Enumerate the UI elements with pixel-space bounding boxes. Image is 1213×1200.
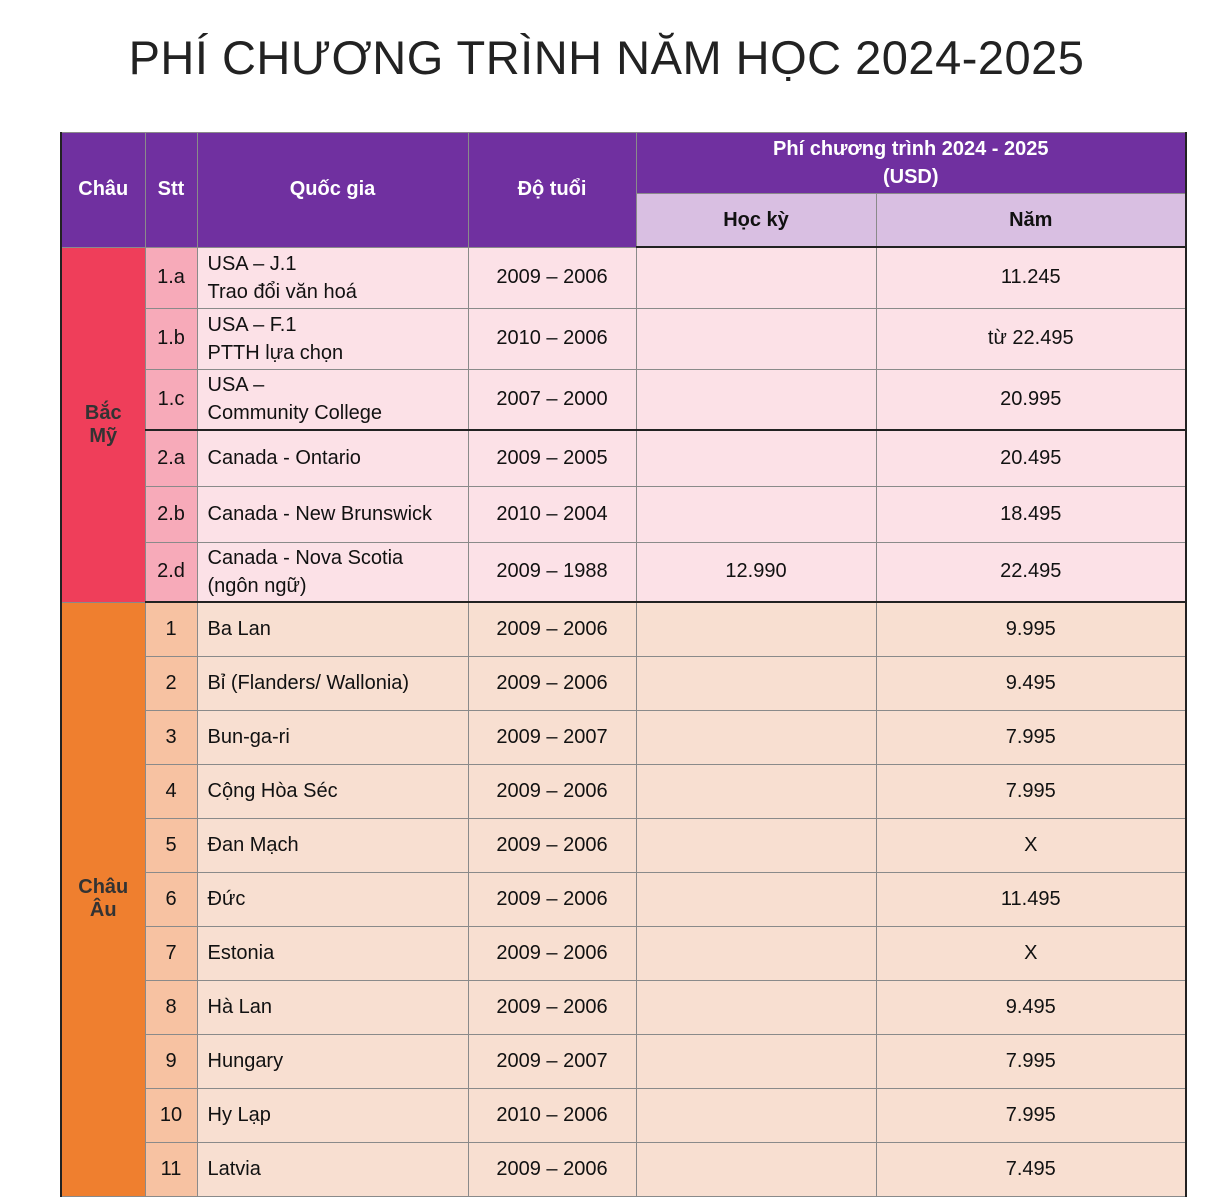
- header-stt: Stt: [145, 133, 197, 248]
- stt-cell: 11: [145, 1142, 197, 1196]
- age-cell: 2009 – 1988: [468, 542, 636, 602]
- header-country: Quốc gia: [197, 133, 468, 248]
- header-continent: Châu: [61, 133, 145, 248]
- age-cell: 2007 – 2000: [468, 369, 636, 430]
- country-line2: Trao đổi văn hoá: [207, 280, 357, 303]
- age-cell: 2009 – 2006: [468, 872, 636, 926]
- stt-cell: 5: [145, 818, 197, 872]
- table-row: [61, 1034, 1186, 1088]
- stt-cell: 8: [145, 980, 197, 1034]
- year-cell: 11.495: [876, 872, 1186, 926]
- semester-cell: [636, 872, 876, 926]
- country-line1: Bun-ga-ri: [207, 726, 290, 748]
- stt-cell: 2.d: [145, 542, 197, 602]
- country-cell: [197, 656, 468, 710]
- stt-cell: 2.b: [145, 486, 197, 542]
- country-line1: Cộng Hòa Séc: [207, 780, 338, 802]
- country-cell: [197, 542, 468, 602]
- header-semester: Học kỳ: [636, 194, 876, 248]
- year-cell: 7.995: [876, 1088, 1186, 1142]
- year-cell: 20.995: [876, 369, 1186, 430]
- country-line1: Đan Mạch: [207, 834, 299, 856]
- semester-cell: [636, 430, 876, 486]
- year-cell: X: [876, 926, 1186, 980]
- continent-cell: [61, 247, 145, 602]
- country-line1: Latvia: [207, 1158, 261, 1180]
- table-row: [61, 1142, 1186, 1196]
- country-line1: USA –: [207, 374, 265, 397]
- country-cell: [197, 710, 468, 764]
- year-cell: X: [876, 818, 1186, 872]
- semester-cell: [636, 1142, 876, 1196]
- header-year: Năm: [876, 194, 1186, 248]
- year-cell: 7.995: [876, 1034, 1186, 1088]
- semester-cell: [636, 1034, 876, 1088]
- year-cell: 20.495: [876, 430, 1186, 486]
- stt-cell: 3: [145, 710, 197, 764]
- year-cell: 7.495: [876, 1142, 1186, 1196]
- header-fee: [636, 133, 1186, 194]
- country-line1: Estonia: [207, 942, 275, 964]
- fee-table: [60, 132, 1187, 1197]
- age-cell: 2009 – 2006: [468, 1142, 636, 1196]
- semester-cell: [636, 247, 876, 308]
- country-cell: [197, 764, 468, 818]
- table-row: [61, 430, 1186, 486]
- semester-cell: [636, 980, 876, 1034]
- country-cell: [197, 369, 468, 430]
- table-row: [61, 656, 1186, 710]
- age-cell: 2009 – 2006: [468, 656, 636, 710]
- country-cell: [197, 247, 468, 308]
- semester-cell: [636, 656, 876, 710]
- stt-cell: 10: [145, 1088, 197, 1142]
- year-cell: 9.495: [876, 656, 1186, 710]
- year-cell: 22.495: [876, 542, 1186, 602]
- continent-line2: Âu: [89, 899, 117, 921]
- stt-cell: 6: [145, 872, 197, 926]
- table-row: [61, 542, 1186, 602]
- table-body: [61, 247, 1186, 1196]
- country-cell: [197, 1142, 468, 1196]
- stt-cell: 9: [145, 1034, 197, 1088]
- country-cell: [197, 486, 468, 542]
- header-fee-line2: (USD): [882, 166, 939, 188]
- table-row: [61, 926, 1186, 980]
- year-cell: 11.245: [876, 247, 1186, 308]
- age-cell: 2009 – 2006: [468, 764, 636, 818]
- table-row: [61, 247, 1186, 308]
- age-cell: 2009 – 2007: [468, 1034, 636, 1088]
- year-cell: 7.995: [876, 764, 1186, 818]
- stt-cell: 2.a: [145, 430, 197, 486]
- stt-cell: 2: [145, 656, 197, 710]
- country-line1: Đức: [207, 888, 246, 910]
- semester-cell: 12.990: [636, 542, 876, 602]
- country-line1: Ba Lan: [207, 618, 271, 641]
- country-cell: [197, 1034, 468, 1088]
- table-row: [61, 710, 1186, 764]
- year-cell: 7.995: [876, 710, 1186, 764]
- country-line1: Canada - Ontario: [207, 447, 361, 470]
- continent-line2: Mỹ: [89, 424, 118, 447]
- stt-cell: 4: [145, 764, 197, 818]
- semester-cell: [636, 486, 876, 542]
- semester-cell: [636, 710, 876, 764]
- table-row: [61, 980, 1186, 1034]
- table-row: [61, 486, 1186, 542]
- country-cell: [197, 308, 468, 369]
- continent-line1: Bắc: [84, 401, 122, 424]
- country-cell: [197, 818, 468, 872]
- country-line2: PTTH lựa chọn: [207, 341, 344, 364]
- table-row: [61, 764, 1186, 818]
- year-cell: 9.495: [876, 980, 1186, 1034]
- semester-cell: [636, 764, 876, 818]
- age-cell: 2010 – 2006: [468, 1088, 636, 1142]
- stt-cell: 1.a: [145, 247, 197, 308]
- semester-cell: [636, 1088, 876, 1142]
- year-cell: 18.495: [876, 486, 1186, 542]
- country-line1: Canada - Nova Scotia: [207, 546, 404, 569]
- country-line1: Bỉ (Flanders/ Wallonia): [207, 672, 410, 694]
- country-cell: [197, 980, 468, 1034]
- country-cell: [197, 1088, 468, 1142]
- age-cell: 2010 – 2004: [468, 486, 636, 542]
- country-line2: Community College: [207, 402, 383, 425]
- table-row: [61, 308, 1186, 369]
- age-cell: 2009 – 2007: [468, 710, 636, 764]
- continent-cell: [61, 602, 145, 1196]
- age-cell: 2009 – 2006: [468, 818, 636, 872]
- header-age: Độ tuổi: [468, 133, 636, 248]
- semester-cell: [636, 818, 876, 872]
- country-line2: (ngôn ngữ): [207, 574, 307, 597]
- country-cell: [197, 926, 468, 980]
- table-row: [61, 818, 1186, 872]
- country-line1: Hy Lạp: [207, 1104, 271, 1126]
- stt-cell: 1.b: [145, 308, 197, 369]
- table-header: [61, 133, 1186, 248]
- age-cell: 2009 – 2006: [468, 926, 636, 980]
- continent-line1: Châu: [78, 876, 129, 898]
- stt-cell: 1.c: [145, 369, 197, 430]
- age-cell: 2009 – 2005: [468, 430, 636, 486]
- age-cell: 2009 – 2006: [468, 247, 636, 308]
- semester-cell: [636, 369, 876, 430]
- year-cell: 9.995: [876, 602, 1186, 656]
- country-line1: Canada - New Brunswick: [207, 503, 433, 525]
- age-cell: 2010 – 2006: [468, 308, 636, 369]
- header-fee-line1: Phí chương trình 2024 - 2025: [773, 138, 1049, 160]
- table-row: [61, 1088, 1186, 1142]
- semester-cell: [636, 926, 876, 980]
- age-cell: 2009 – 2006: [468, 602, 636, 656]
- country-cell: [197, 602, 468, 656]
- country-cell: [197, 872, 468, 926]
- country-cell: [197, 430, 468, 486]
- table-row: [61, 602, 1186, 656]
- age-cell: 2009 – 2006: [468, 980, 636, 1034]
- semester-cell: [636, 602, 876, 656]
- semester-cell: [636, 308, 876, 369]
- page-title: PHÍ CHƯƠNG TRÌNH NĂM HỌC 2024-2025: [128, 31, 1085, 84]
- year-cell: từ 22.495: [876, 308, 1186, 369]
- table-row: [61, 872, 1186, 926]
- country-line1: Hà Lan: [207, 996, 272, 1018]
- stt-cell: 7: [145, 926, 197, 980]
- table-row: [61, 369, 1186, 430]
- country-line1: USA – F.1: [207, 313, 297, 336]
- country-line1: Hungary: [207, 1050, 284, 1072]
- stt-cell: 1: [145, 602, 197, 656]
- country-line1: USA – J.1: [207, 252, 297, 275]
